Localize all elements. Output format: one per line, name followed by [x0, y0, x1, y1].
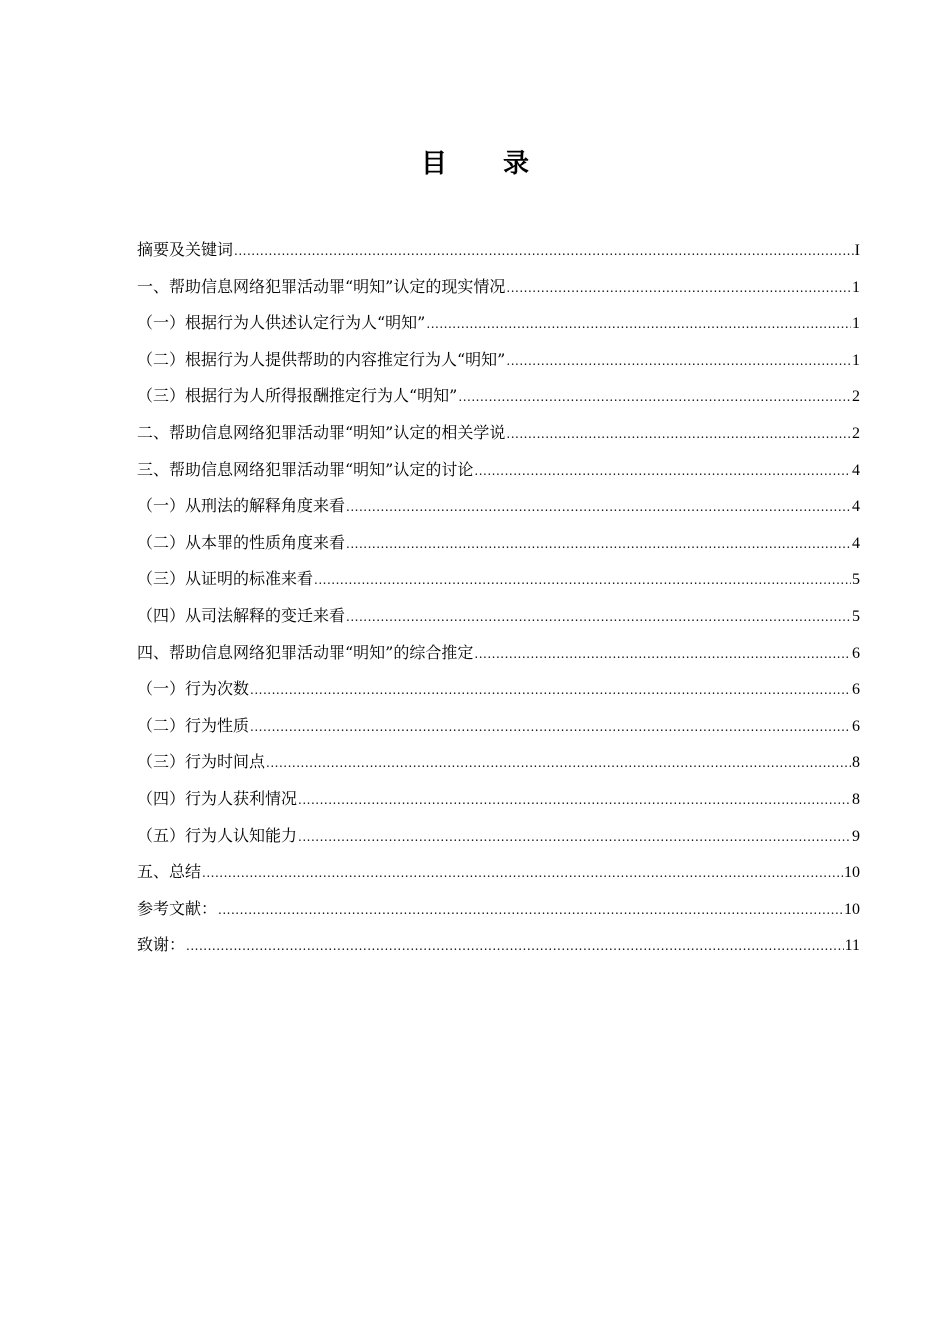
toc-entry[interactable]	[137, 891, 860, 928]
toc-entry[interactable]	[137, 854, 860, 891]
toc-dot-leader	[346, 526, 851, 562]
toc-title: 目录	[420, 149, 585, 179]
toc-dot-leader	[186, 928, 844, 964]
toc-entry-page-number: 1	[852, 315, 860, 333]
toc-dot-leader	[234, 233, 854, 269]
toc-entry-label: 摘要及关键词	[137, 240, 234, 259]
toc-entry[interactable]	[137, 415, 860, 452]
toc-entry-label: （二）从本罪的性质角度来看	[137, 532, 346, 552]
toc-entry-label: 五、总结	[137, 862, 202, 882]
toc-list	[137, 232, 860, 964]
toc-entry[interactable]	[137, 818, 860, 855]
toc-dot-leader	[202, 855, 843, 891]
toc-entry-page-number: 11	[844, 937, 860, 955]
toc-entry-label: （四）行为人获利情况	[137, 788, 298, 808]
toc-entry-page-number: 6	[852, 644, 860, 662]
toc-entry-label: 二、帮助信息网络犯罪活动罪“明知”认定的相关学说	[137, 422, 506, 442]
toc-dot-leader	[506, 343, 851, 379]
toc-dot-leader	[474, 453, 851, 489]
toc-entry-label: （一）根据行为人供述认定行为人“明知”	[137, 313, 426, 333]
toc-entry-page-number: 10	[844, 864, 860, 882]
toc-entry[interactable]	[137, 488, 860, 525]
toc-entry[interactable]	[137, 305, 860, 342]
toc-entry-page-number: 6	[852, 681, 860, 699]
toc-entry-label: 一、帮助信息网络犯罪活动罪“明知”认定的现实情况	[137, 276, 506, 296]
toc-dot-leader	[458, 379, 851, 415]
toc-entry[interactable]	[137, 269, 860, 306]
toc-entry-page-number: 6	[852, 717, 860, 735]
toc-entry[interactable]	[137, 452, 860, 489]
toc-dot-leader	[474, 636, 851, 672]
toc-entry-page-number: 4	[852, 534, 860, 552]
toc-entry-label: 四、帮助信息网络犯罪活动罪“明知”的综合推定	[137, 642, 474, 662]
toc-entry[interactable]	[137, 342, 860, 379]
toc-entry-label: （四）从司法解释的变迁来看	[137, 605, 346, 625]
toc-entry[interactable]	[137, 378, 860, 415]
toc-entry[interactable]	[137, 635, 860, 672]
toc-dot-leader	[250, 709, 851, 745]
toc-entry-label: （三）根据行为人所得报酬推定行为人“明知”	[137, 386, 458, 406]
toc-entry[interactable]	[137, 525, 860, 562]
toc-entry-page-number: 1	[852, 278, 860, 296]
toc-entry-page-number: 5	[852, 571, 860, 589]
toc-entry-page-number: 5	[852, 607, 860, 625]
toc-dot-leader	[314, 562, 851, 598]
toc-dot-leader	[426, 306, 851, 342]
toc-dot-leader	[298, 819, 851, 855]
toc-dot-leader	[250, 672, 851, 708]
toc-entry-label: 致谢：	[137, 935, 186, 955]
toc-entry-label: （五）行为人认知能力	[137, 825, 298, 845]
toc-entry-page-number: 8	[852, 754, 860, 772]
toc-dot-leader	[346, 489, 851, 525]
toc-entry[interactable]	[137, 232, 860, 269]
toc-entry-label: （三）从证明的标准来看	[137, 569, 314, 589]
toc-entry-page-number: 4	[852, 461, 860, 479]
toc-entry-page-number: 1	[852, 351, 860, 369]
toc-entry-page-number: 2	[852, 388, 860, 406]
toc-entry-page-number: 2	[852, 424, 860, 442]
toc-entry[interactable]	[137, 671, 860, 708]
toc-dot-leader	[506, 416, 851, 452]
toc-entry-label: 参考文献：	[137, 898, 218, 918]
toc-entry[interactable]	[137, 927, 860, 964]
toc-entry-label: （二）行为性质	[137, 715, 250, 735]
toc-entry-page-number: 9	[852, 827, 860, 845]
toc-entry-label: （二）根据行为人提供帮助的内容推定行为人“明知”	[137, 349, 506, 369]
toc-entry-page-number: 4	[852, 498, 860, 516]
toc-entry-page-number: 8	[852, 790, 860, 808]
toc-entry[interactable]	[137, 781, 860, 818]
toc-dot-leader	[506, 270, 851, 306]
toc-dot-leader	[218, 892, 843, 928]
toc-entry-page-number: 10	[844, 900, 860, 918]
toc-entry[interactable]	[137, 708, 860, 745]
toc-entry-label: 三、帮助信息网络犯罪活动罪“明知”认定的讨论	[137, 459, 474, 479]
toc-dot-leader	[298, 782, 851, 818]
toc-entry[interactable]	[137, 561, 860, 598]
toc-entry-label: （一）从刑法的解释角度来看	[137, 496, 346, 516]
toc-dot-leader	[266, 745, 851, 781]
toc-entry-page-number: I	[854, 242, 860, 259]
toc-entry[interactable]	[137, 744, 860, 781]
toc-entry-label: （三）行为时间点	[137, 752, 266, 772]
toc-entry[interactable]	[137, 598, 860, 635]
toc-entry-label: （一）行为次数	[137, 679, 250, 699]
toc-dot-leader	[346, 599, 851, 635]
